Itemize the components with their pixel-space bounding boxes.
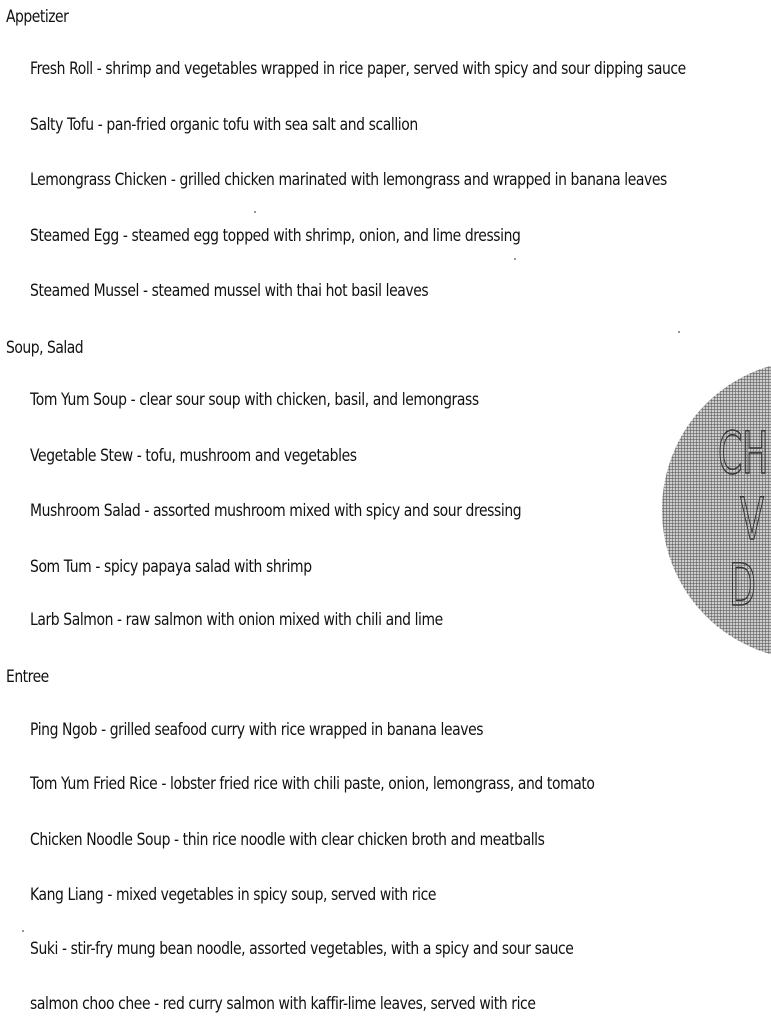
menu-item-fresh-roll: Fresh Roll - shrimp and vegetables wrapped in rice paper, served with spicy and sour dipping sauce <box>30 59 686 79</box>
menu-item-tom-yum-soup: Tom Yum Soup - clear sour soup with chicken, basil, and lemongrass <box>30 390 479 410</box>
menu-item-kang-liang: Kang Liang - mixed vegetables in spicy soup, served with rice <box>30 885 437 905</box>
scan-speck <box>678 331 680 333</box>
stamp-line-3: D <box>729 551 756 619</box>
menu-item-suki: Suki - stir-fry mung bean noodle, assorted vegetables, with a spicy and sour sauce <box>30 939 574 959</box>
menu-item-vegetable-stew: Vegetable Stew - tofu, mushroom and vegetables <box>30 446 357 466</box>
menu-item-ping-ngob: Ping Ngob - grilled seafood curry with rice wrapped in banana leaves <box>30 720 484 740</box>
circular-stamp <box>662 360 771 660</box>
menu-item-mushroom-salad: Mushroom Salad - assorted mushroom mixed with spicy and sour dressing <box>30 501 522 521</box>
menu-item-lemongrass-chicken: Lemongrass Chicken - grilled chicken marinated with lemongrass and wrapped in banana leaves <box>30 170 667 190</box>
section-heading-appetizer: Appetizer <box>6 7 69 27</box>
menu-item-larb-salmon: Larb Salmon - raw salmon with onion mixed with chili and lime <box>30 610 443 630</box>
menu-item-steamed-mussel: Steamed Mussel - steamed mussel with thai hot basil leaves <box>30 281 429 301</box>
scan-speck <box>22 930 24 932</box>
section-heading-entree: Entree <box>6 667 49 687</box>
stamp-lettering <box>718 420 768 618</box>
stamp-line-1: CH <box>718 419 769 487</box>
menu-item-chicken-noodle-soup: Chicken Noodle Soup - thin rice noodle with clear chicken broth and meatballs <box>30 830 545 850</box>
menu-item-som-tum: Som Tum - spicy papaya salad with shrimp <box>30 557 312 577</box>
scan-speck <box>514 258 516 260</box>
menu-item-salty-tofu: Salty Tofu - pan-fried organic tofu with sea salt and scallion <box>30 115 418 135</box>
menu-item-salmon-choo-chee: salmon choo chee - red curry salmon with kaffir-lime leaves, served with rice <box>30 994 536 1014</box>
section-heading-soup-salad: Soup, Salad <box>6 338 84 358</box>
stamp-line-2: V <box>740 485 764 553</box>
menu-item-steamed-egg: Steamed Egg - steamed egg topped with shrimp, onion, and lime dressing <box>30 226 521 246</box>
scan-speck <box>254 211 256 213</box>
menu-item-tom-yum-fried-rice: Tom Yum Fried Rice - lobster fried rice with chili paste, onion, lemongrass, and tomato <box>30 774 595 794</box>
